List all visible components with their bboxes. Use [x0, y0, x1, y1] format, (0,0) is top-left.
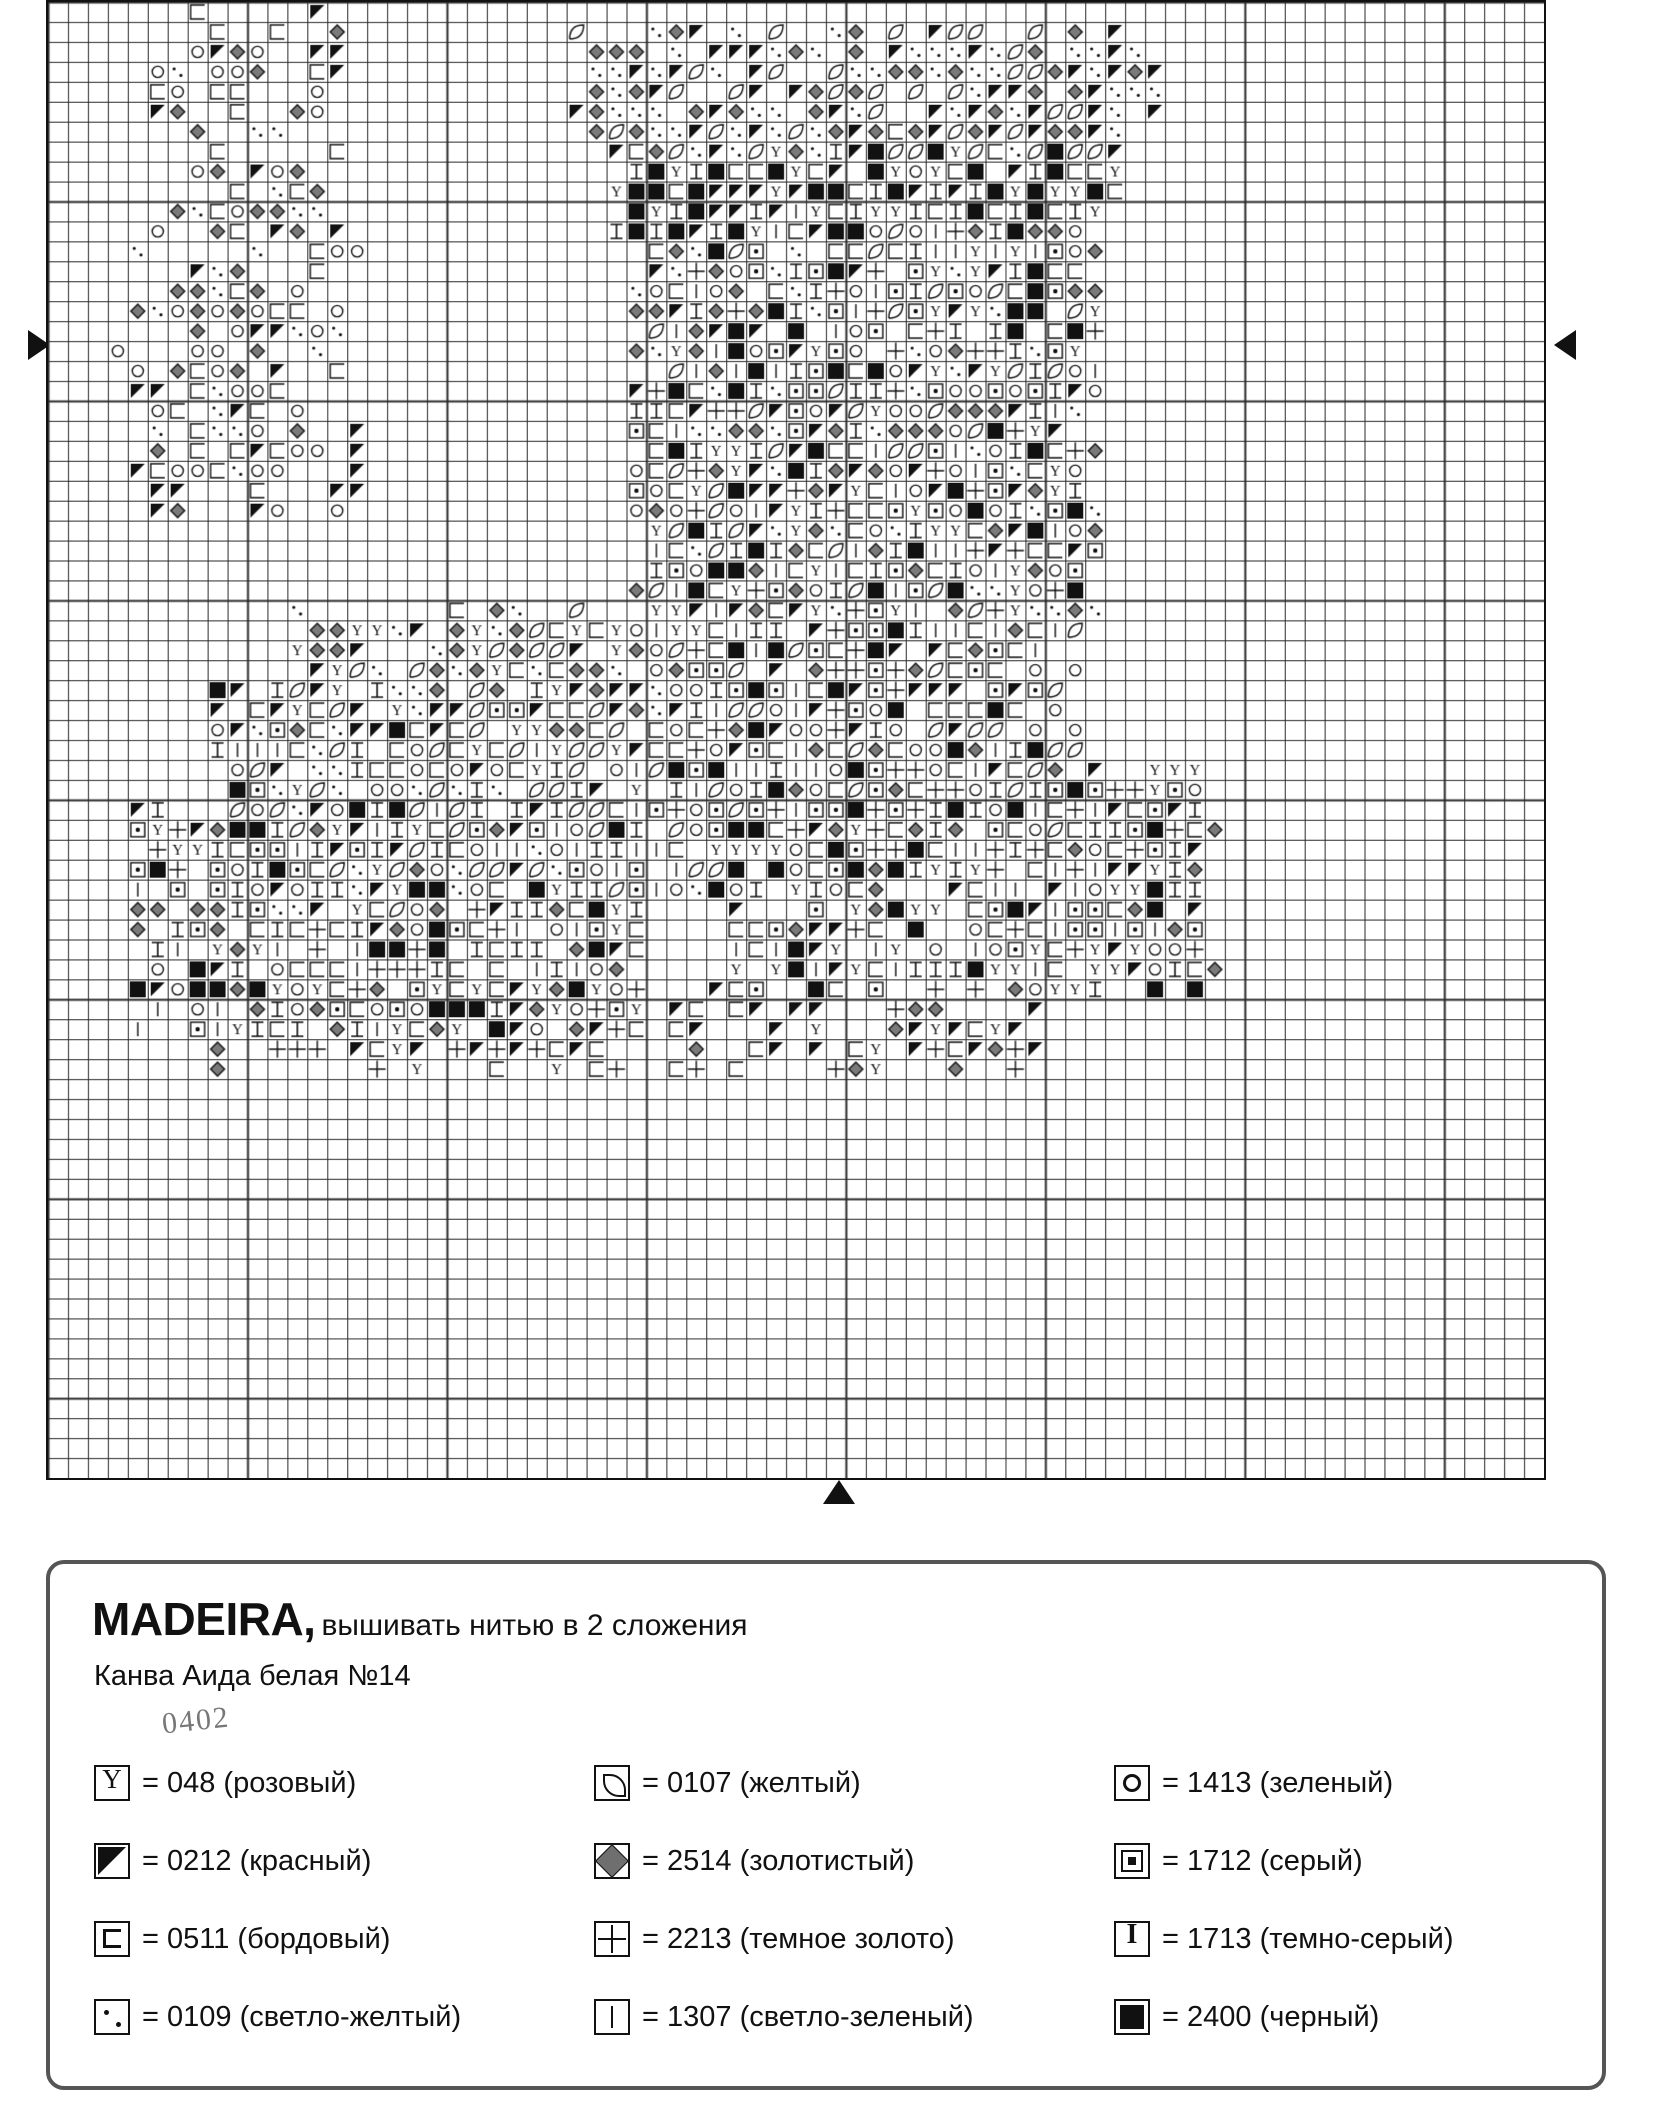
brand-title: MADEIRA, — [92, 1593, 316, 1645]
legend-item-1413 — [1114, 1765, 1564, 1801]
legend-items-grid — [94, 1744, 1564, 2056]
legend-item-label: = 0107 (желтый) — [642, 1766, 861, 1799]
leaf-symbol-icon — [594, 1765, 630, 1801]
legend-item-0212 — [94, 1843, 594, 1879]
legend-item-2514 — [594, 1843, 1114, 1879]
legend-item-0109 — [94, 1999, 594, 2035]
legend-item-0511 — [94, 1921, 594, 1957]
legend-item-label: = 1712 (серый) — [1162, 1844, 1363, 1877]
circle-symbol-icon — [1114, 1765, 1150, 1801]
legend-item-label: = 0212 (красный) — [142, 1844, 372, 1877]
canvas-note: Канва Аида белая №14 — [94, 1660, 411, 1692]
legend-item-label: = 1713 (темно-серый) — [1162, 1922, 1454, 1955]
legend-item-label: = 0511 (бордовый) — [142, 1922, 391, 1955]
legend-item-label: = 2514 (золотистый) — [642, 1844, 915, 1877]
legend-item-048 — [94, 1765, 594, 1801]
legend-panel — [46, 1560, 1606, 2090]
c-symbol-icon — [94, 1921, 130, 1957]
legend-header — [92, 1592, 747, 1646]
bottom-center-marker — [823, 1480, 855, 1504]
y-symbol-icon — [94, 1765, 130, 1801]
legend-item-0107 — [594, 1765, 1114, 1801]
brand-subtitle: вышивать нитью в 2 сложения — [321, 1609, 748, 1642]
right-center-marker — [1554, 330, 1576, 360]
stitch-grid — [46, 0, 1546, 1480]
legend-item-1712 — [1114, 1843, 1564, 1879]
two-dots-symbol-icon — [94, 1999, 130, 2035]
legend-item-label: = 0109 (светло-желтый) — [142, 2000, 462, 2033]
handwritten-note: 0402 — [160, 1700, 232, 1741]
legend-item-label: = 1413 (зеленый) — [1162, 1766, 1394, 1799]
legend-item-1307 — [594, 1999, 1114, 2035]
legend-item-1713 — [1114, 1921, 1564, 1957]
stitch-grid-canvas — [48, 2, 1544, 1478]
legend-item-label: = 048 (розовый) — [142, 1766, 357, 1799]
grid-square-symbol-icon — [594, 1921, 630, 1957]
square-dot-symbol-icon — [1114, 1843, 1150, 1879]
diamond-symbol-icon — [594, 1843, 630, 1879]
legend-item-2400 — [1114, 1999, 1564, 2035]
legend-item-label: = 1307 (светло-зеленый) — [642, 2000, 974, 2033]
pattern-chart-area — [28, 0, 1608, 1500]
vertical-bar-symbol-icon — [594, 1999, 630, 2035]
filled-square-symbol-icon — [1114, 1999, 1150, 2035]
triangle-symbol-icon — [94, 1843, 130, 1879]
legend-item-label: = 2213 (темное золото) — [642, 1922, 955, 1955]
legend-item-label: = 2400 (черный) — [1162, 2000, 1380, 2033]
legend-item-2213 — [594, 1921, 1114, 1957]
i-symbol-icon — [1114, 1921, 1150, 1957]
